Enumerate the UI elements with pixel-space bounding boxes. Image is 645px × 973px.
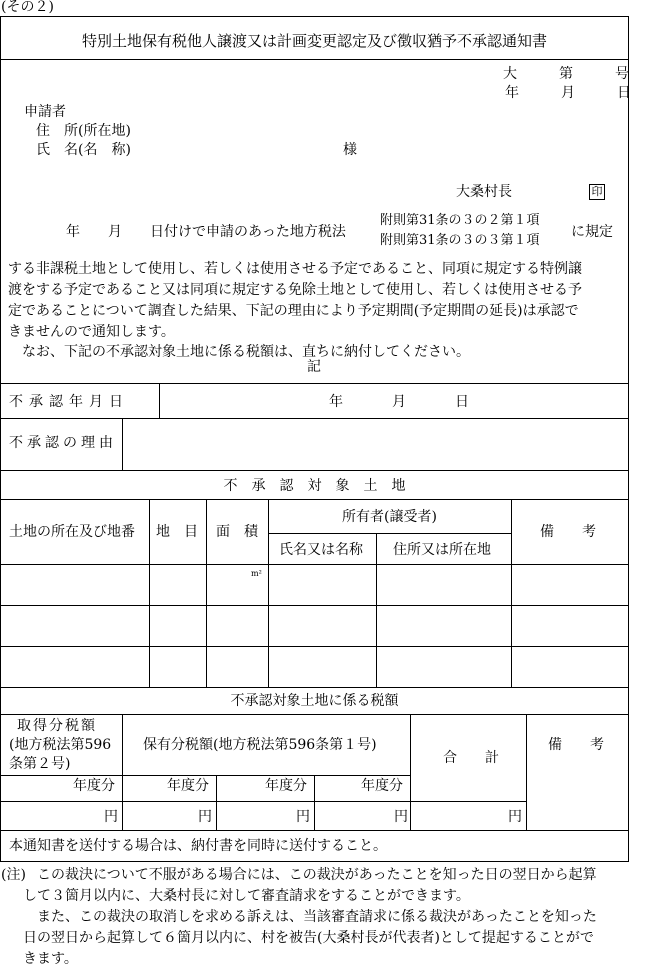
body-line-4: きませんので通知します。 [8,324,175,340]
rejection-date-value: 年 月 日 [329,394,476,410]
total-label: 合 計 [443,750,499,766]
yen-3: 円 [296,809,310,825]
yen-5: 円 [508,809,522,825]
yen-2: 円 [198,809,212,825]
name-label: 氏 名(名 称) [36,142,131,158]
fiscal-year-4: 年度分 [361,778,403,794]
body-line-3: 定であることについて調査した結果、下記の理由により予定期間(予定期間の延長)は承認で [8,303,579,319]
divider [0,775,410,776]
divider [0,714,629,715]
divider [0,830,629,831]
land-section-title: 不 承 認 対 象 土 地 [223,478,406,494]
request-lead: 年 月 日付けで申請のあった地方税法 [66,224,346,240]
divider [159,383,160,418]
divider [0,470,629,471]
notes-marker: (注) [1,867,26,883]
holding-label: 保有分税額(地方税法第596条第１号) [143,737,377,753]
divider [314,775,315,830]
rejection-date-label: 不承認年月日 [9,394,129,410]
divider [0,383,629,384]
divider [0,564,629,565]
honorific: 様 [343,142,357,158]
ki-mark: 記 [307,359,321,375]
col-owner: 所有者(譲受者) [342,509,437,525]
acquisition-label-1: 取得分税額 [17,718,97,734]
tax-section-title: 不承認対象土地に係る税額 [230,693,399,709]
yen-4: 円 [394,809,408,825]
enclosure-note: 本通知書を送付する場合は、納付書を同時に送付すること。 [9,838,387,854]
issue-date: 年 月 日 [505,85,645,101]
divider [122,714,123,830]
issuer-name: 大桑村長 [456,184,512,200]
divider [0,605,629,606]
form-number: (その２) [1,0,54,15]
acquisition-label-3: 条第２号) [9,756,71,772]
note-line-3: また、この裁決の取消しを求める訴えは、当該審査請求に係る裁決があったことを知った [23,909,597,925]
divider [216,775,217,830]
yen-1: 円 [104,809,118,825]
divider [410,714,411,830]
article-1: 附則第31条の３の２第１項 [380,213,540,228]
rejection-reason-label: 不承認の理由 [9,435,117,451]
divider [122,418,123,470]
divider [268,533,511,534]
tax-remarks-label: 備 考 [548,737,604,753]
note-line-2: して３箇月以内に、大桑村長に対して審査請求をすることができます。 [23,888,470,904]
doc-number: 大 第 号 [503,66,643,82]
body-line-1: する非課税土地として使用し、若しくは使用させる予定であること、同項に規定する特例譲 [8,261,582,277]
divider [268,499,269,687]
document-title: 特別土地保有税他人譲渡又は計画変更認定及び徴収猶予不承認通知書 [81,32,547,50]
fiscal-year-2: 年度分 [167,778,209,794]
note-line-1: この裁決について不服がある場合には、この裁決があったことを知った日の翌日から起算 [37,867,597,883]
divider [206,499,207,687]
note-line-5: きます。 [23,951,78,967]
fiscal-year-1: 年度分 [73,778,115,794]
body-line-2: 渡をする予定であること又は同項に規定する免除土地として使用し、若しくは使用させる予 [8,282,582,298]
divider [149,499,150,687]
article-2: 附則第31条の３の３第１項 [380,233,540,248]
address-label: 住 所(所在地) [36,123,131,139]
col-location: 土地の所在及び地番 [9,524,135,540]
divider [0,801,526,802]
applicant-label: 申請者 [24,104,66,120]
divider [0,646,629,647]
col-owner-name: 氏名又は名称 [279,542,363,558]
body-line-5: なお、下記の不承認対象土地に係る税額は、直ちに納付してください。 [8,344,470,360]
col-category: 地 目 [156,524,198,540]
col-owner-address: 住所又は所在地 [393,542,491,558]
col-area: 面 積 [216,524,258,540]
divider [0,59,629,60]
divider [0,499,629,500]
divider [511,499,512,687]
acquisition-label-2: (地方税法第596 [9,737,112,753]
request-tail: に規定 [571,224,613,240]
divider [376,533,377,687]
note-line-4: 日の翌日から起算して６箇月以内に、村を被告(大桑村長が代表者)として提起することがで [23,930,594,946]
col-remarks: 備 考 [540,524,596,540]
seal-mark: 印 [589,184,605,200]
area-unit: m² [251,569,262,578]
divider [526,714,527,830]
fiscal-year-3: 年度分 [265,778,307,794]
divider [0,687,629,688]
divider [0,418,629,419]
